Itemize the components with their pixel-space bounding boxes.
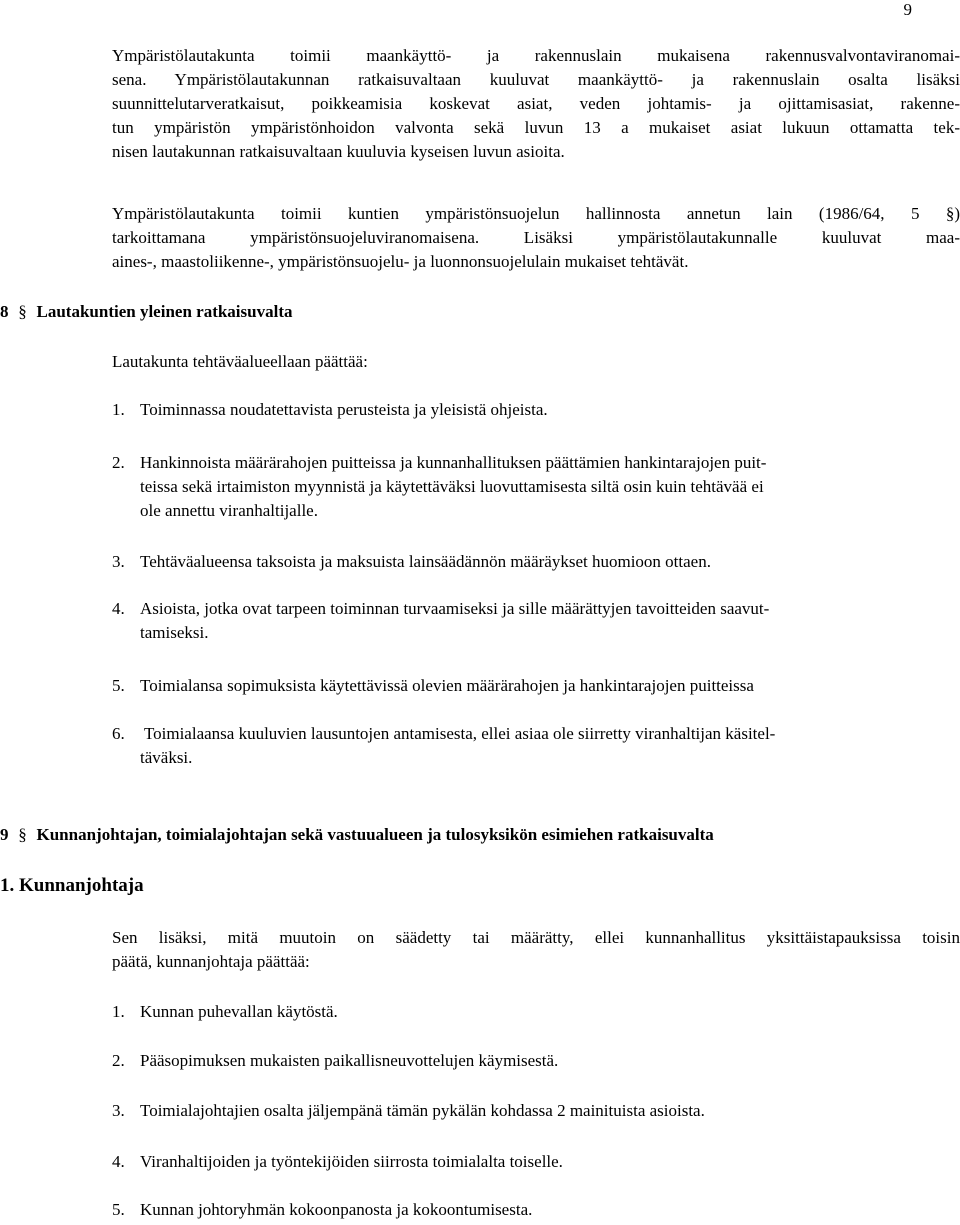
item-text: täväksi. [140,748,193,767]
list-item [112,1000,960,1024]
list-item [112,1198,960,1222]
item-text: Toimialansa sopimuksista käytettävissä olevien määrärahojen ja hankintarajojen puitteissa [140,676,754,695]
list-item [112,722,960,770]
list-item [112,1049,960,1073]
list-item [112,451,960,523]
section-9-heading [0,823,714,847]
item-text: Toimialaansa kuuluvien lausuntojen antamisesta, ellei asiaa ole siirretty viranhaltijan käsitel- [140,724,776,743]
item-number: 4. [112,1152,125,1171]
item-text: Kunnan johtoryhmän kokoonpanosta ja kokoontumisesta. [140,1200,533,1219]
item-number: 6. [112,724,125,743]
section-title: Lautakuntien yleinen ratkaisuvalta [36,302,293,321]
item-text: Toimialajohtajien osalta jäljempänä tämän pykälän kohdassa 2 mainituista asioista. [140,1101,705,1120]
text-line: Ympäristölautakunta toimii kuntien ympäristönsuojelun hallinnosta annetun lain (1986/64, 5 §) [112,204,960,223]
item-text: tamiseksi. [140,623,209,642]
sub-heading-text: 1. Kunnanjohtaja [0,875,144,896]
text-line: nisen lautakunnan ratkaisuvaltaan kuuluvia kyseisen luvun asioita. [112,142,565,161]
section-number: 9 [0,825,9,844]
paragraph-building-authority [112,44,960,164]
text-line: tun ympäristön ympäristönhoidon valvonta sekä luvun 13 a mukaiset asiat lukuun ottamatta tek- [112,118,960,137]
item-text: Viranhaltijoiden ja työntekijöiden siirrosta toimialalta toiselle. [140,1152,563,1171]
text-line: suunnittelutarveratkaisut, poikkeamisia koskevat asiat, veden johtamis- ja ojittamisasiat, rakenne- [112,94,960,113]
item-text: Hankinnoista määrärahojen puitteissa ja kunnanhallituksen päättämien hankintarajojen puit- [140,453,767,472]
section-symbol: § [18,825,27,844]
section-number: 8 [0,302,9,321]
section-title: Kunnanjohtajan, toimialajohtajan sekä vastuualueen ja tulosyksikön esimiehen ratkaisuvalta [36,825,714,844]
page-number: 9 [903,0,912,19]
item-number: 5. [112,676,125,695]
list-item [112,1099,960,1123]
item-text: ole annettu viranhaltijalle. [140,501,318,520]
item-number: 3. [112,552,125,571]
list-item [112,398,960,422]
sub-heading-mayor [0,874,144,898]
item-text: teissa sekä irtaimiston myynnistä ja käytettäväksi luovuttamisesta siltä osin kuin tehtävää ei [140,477,764,496]
list-item [112,1150,960,1174]
item-number: 5. [112,1200,125,1219]
item-text: Toiminnassa noudatettavista perusteista ja yleisistä ohjeista. [140,400,548,419]
text-line: päätä, kunnanjohtaja päättää: [112,952,310,971]
text-line: Sen lisäksi, mitä muutoin on säädetty tai määrätty, ellei kunnanhallitus yksittäistapauksissa toisin [112,928,960,947]
item-number: 1. [112,1002,125,1021]
section-symbol: § [18,302,27,321]
item-text: Kunnan puhevallan käytöstä. [140,1002,338,1021]
item-text: Asioista, jotka ovat tarpeen toiminnan turvaamiseksi ja sille määrättyjen tavoitteiden saavut- [140,599,770,618]
text-line: tarkoittamana ympäristönsuojeluviranomaisena. Lisäksi ympäristölautakunnalle kuuluvat maa- [112,228,960,247]
intro-text: Lautakunta tehtäväalueellaan päättää: [112,352,368,371]
section-9-intro [112,926,960,974]
text-line: sena. Ympäristölautakunnan ratkaisuvaltaan kuuluvat maankäyttö- ja rakennuslain osalta lisäksi [112,70,960,89]
item-number: 2. [112,453,125,472]
item-text: Tehtäväalueensa taksoista ja maksuista lainsäädännön määräykset huomioon ottaen. [140,552,711,571]
list-item [112,674,960,698]
item-number: 4. [112,599,125,618]
list-item [112,597,960,645]
text-line: aines-, maastoliikenne-, ympäristönsuojelu- ja luonnonsuojelulain mukaiset tehtävät. [112,252,689,271]
item-text: Pääsopimuksen mukaisten paikallisneuvottelujen käymisestä. [140,1051,559,1070]
text-line: Ympäristölautakunta toimii maankäyttö- ja rakennuslain mukaisena rakennusvalvontaviranomai- [112,46,960,65]
item-number: 3. [112,1101,125,1120]
item-number: 2. [112,1051,125,1070]
list-item [112,550,960,574]
item-number: 1. [112,400,125,419]
section-8-heading [0,300,293,324]
section-8-intro [112,350,960,374]
paragraph-environment-authority [112,202,960,274]
